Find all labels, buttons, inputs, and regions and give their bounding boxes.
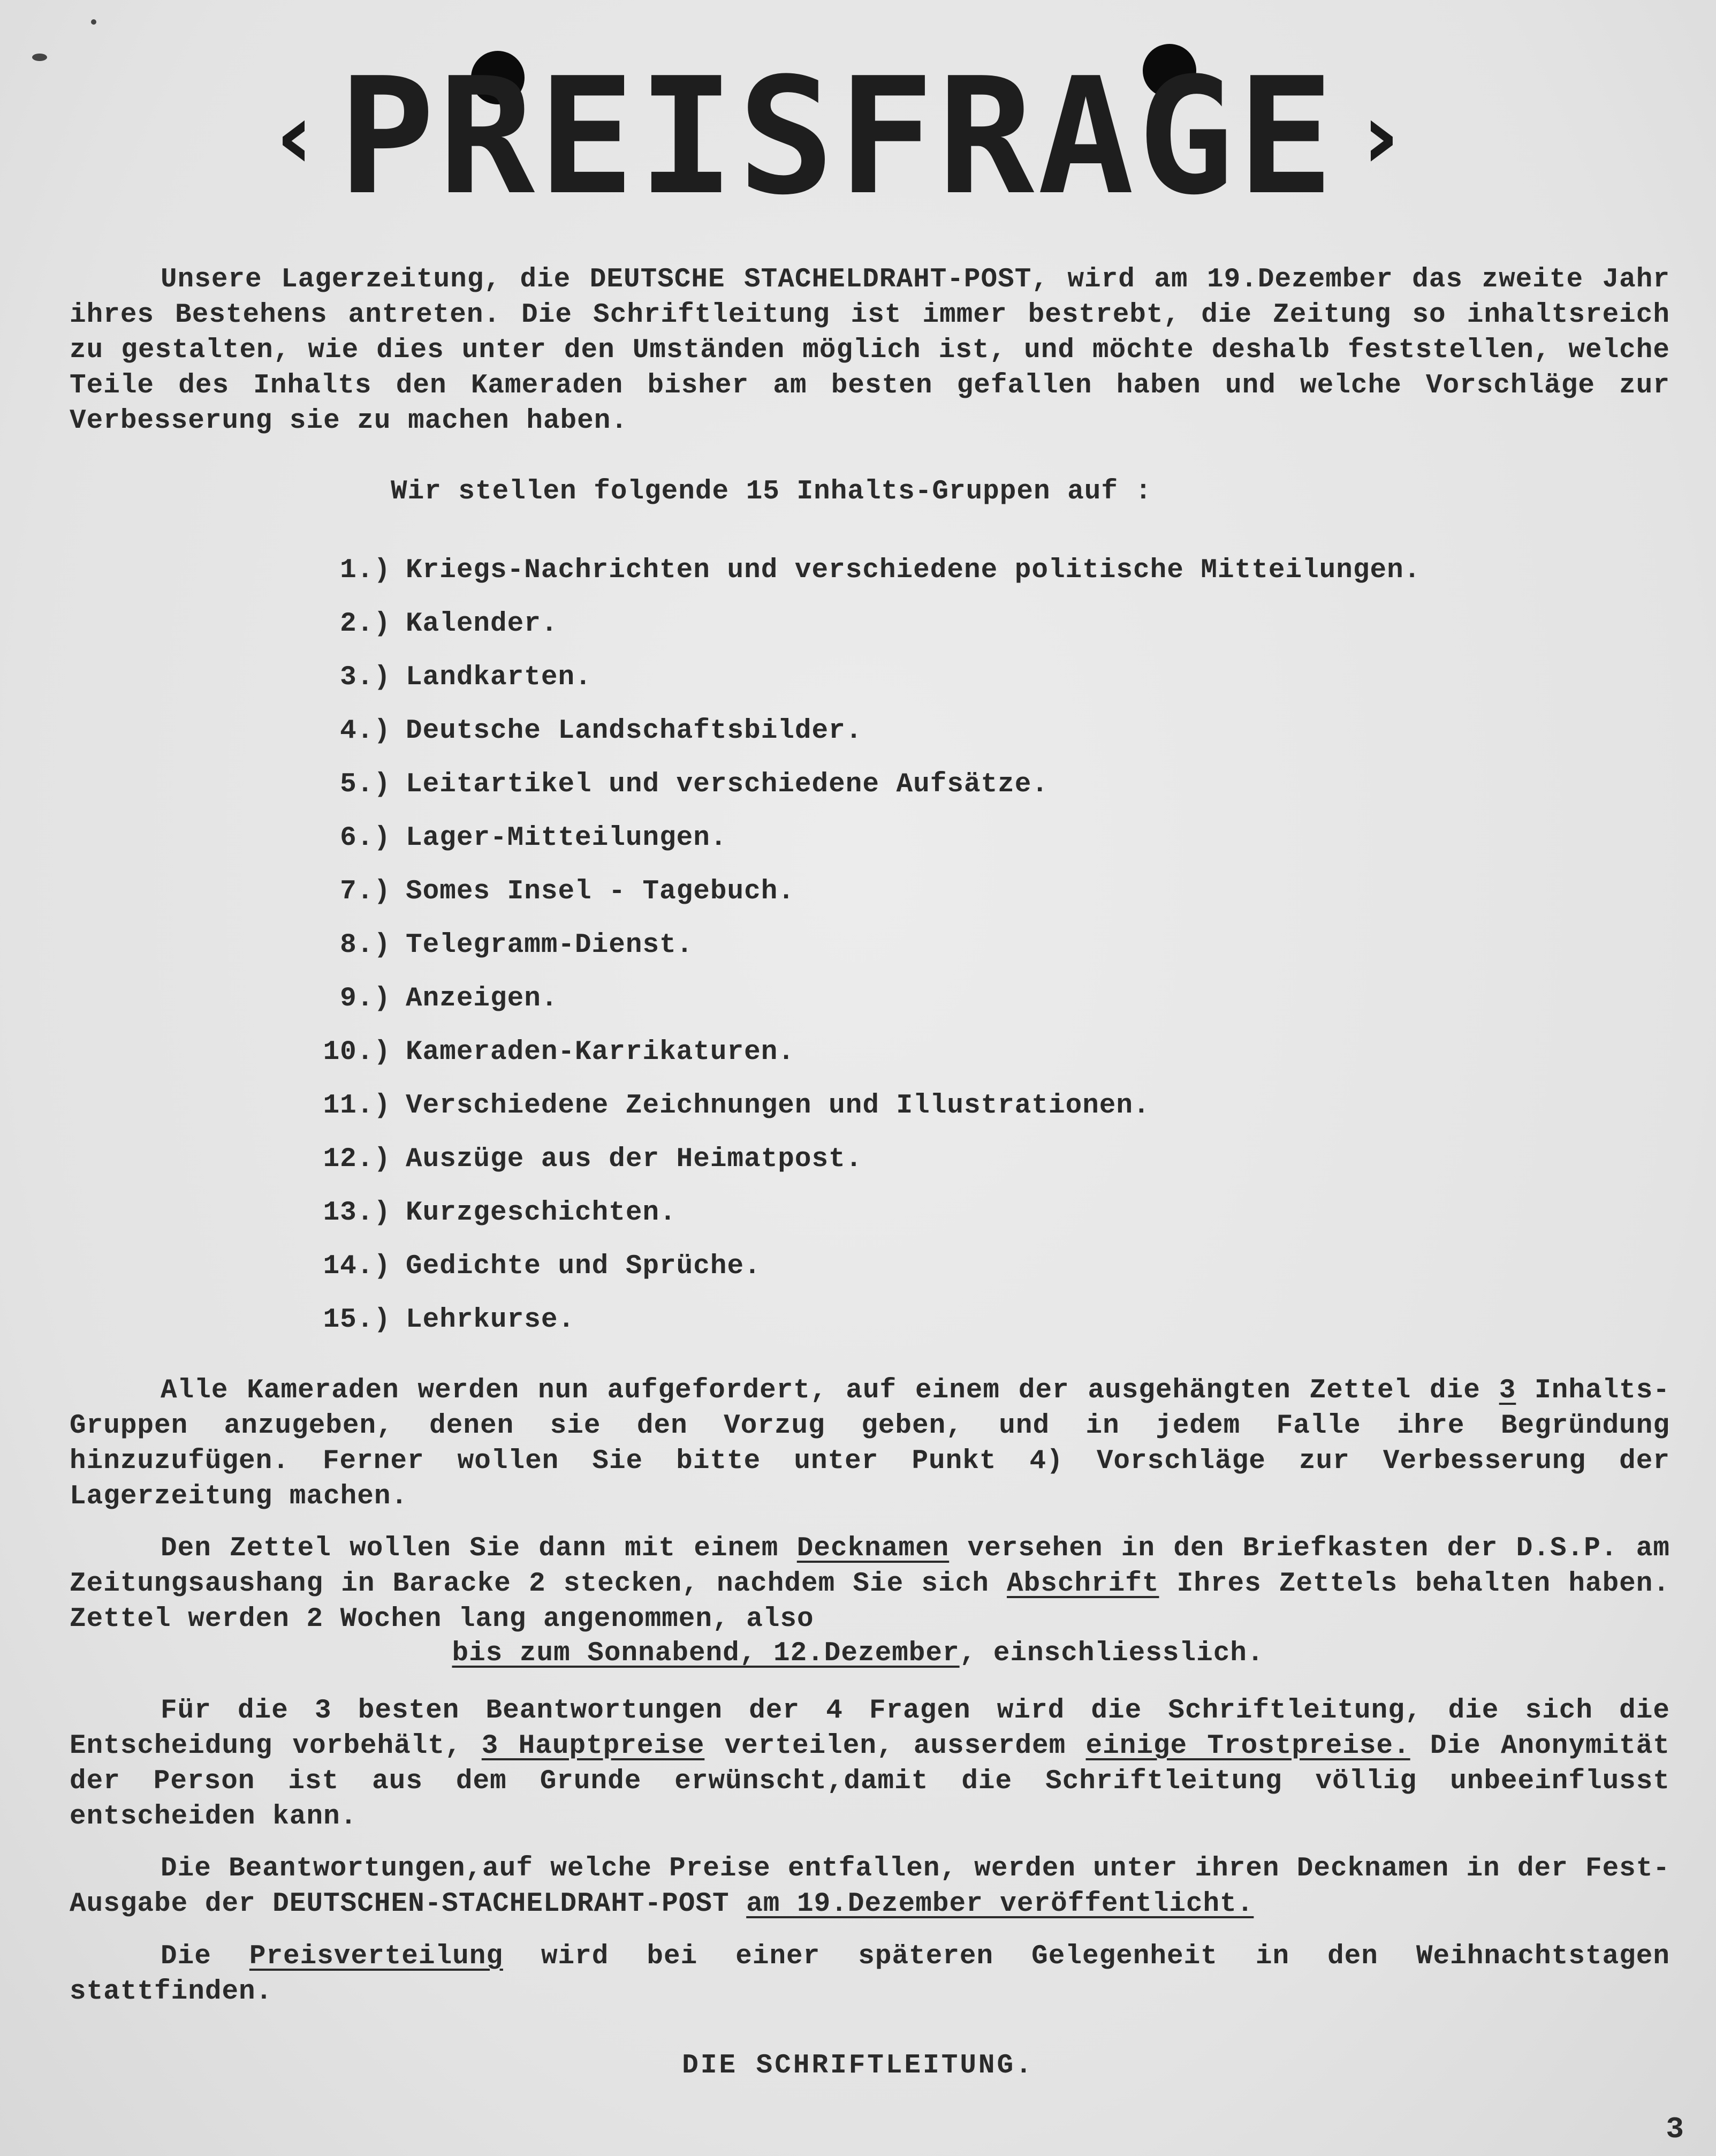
codename-term: Decknamen xyxy=(796,1533,950,1564)
list-item: 7.) Somes Insel - Tagebuch. xyxy=(340,876,795,907)
copy-term: Abschrift xyxy=(1007,1569,1159,1599)
page-title: PREISFRAGE xyxy=(338,43,1338,230)
list-item: 3.) Landkarten. xyxy=(340,662,592,693)
list-item: 10.) Kameraden-Karrikaturen. xyxy=(323,1037,795,1068)
submission-paragraph: Den Zettel wollen Sie dann mit einem Decknamen versehen in den Briefkasten der D.S.P. am Zeitungsaushang in Baracke 2 stecken, nachdem Sie sich Abschrift Ihres Zettels behalten haben. Zettel werden 2 Wochen lang angenommen, also xyxy=(70,1533,1670,1635)
list-item: 4.) Deutsche Landschaftsbilder. xyxy=(340,715,863,746)
prize-distribution-term: Preisverteilung xyxy=(249,1941,503,1972)
title-left-mark: ‹ xyxy=(275,84,314,190)
list-item: 6.) Lager-Mitteilungen. xyxy=(340,822,727,853)
instructions-paragraph: Alle Kameraden werden nun aufgefordert, auf einem der ausgehängten Zettel die 3 Inhalts-Gruppen anzugeben, denen sie den Vorzug geben, und in jedem Falle ihre Begründung hinzuzufügen. Ferner wollen Sie bitte unter Punkt 4) Vorschläge zur Verbesserung der Lagerzeitung machen. xyxy=(70,1375,1670,1512)
group-count: 3 xyxy=(1499,1375,1516,1406)
deadline-date: bis zum Sonnabend, 12.Dezember xyxy=(452,1638,960,1669)
list-intro: Wir stellen folgende 15 Inhalts-Gruppen auf : xyxy=(391,476,1152,507)
list-item: 15.) Lehrkurse. xyxy=(323,1304,575,1335)
distribution-paragraph: Die Preisverteilung wird bei einer späteren Gelegenheit in den Weihnachtstagen stattfinden. xyxy=(70,1941,1670,2007)
main-prizes: 3 Hauptpreise xyxy=(481,1731,705,1761)
ink-speck xyxy=(32,54,47,61)
list-item: 8.) Telegramm-Dienst. xyxy=(340,929,694,960)
title-row xyxy=(257,43,1418,230)
list-item: 1.) Kriegs-Nachrichten und verschiedene politische Mitteilungen. xyxy=(340,555,1421,586)
prizes-paragraph: Für die 3 besten Beantwortungen der 4 Fragen wird die Schriftleitung, die sich die Entscheidung vorbehält, 3 Hauptpreise verteilen, ausserdem einige Trostpreise. Die Anonymität der Person ist aus dem Grunde erwünscht,damit die Schriftleitung völlig unbeeinflusst entscheiden kann. xyxy=(70,1696,1670,1832)
list-item: 12.) Auszüge aus der Heimatpost. xyxy=(323,1144,863,1175)
list-item: 9.) Anzeigen. xyxy=(340,983,558,1014)
list-item: 5.) Leitartikel und verschiedene Aufsätze. xyxy=(340,769,1049,800)
list-item: 13.) Kurzgeschichten. xyxy=(323,1197,677,1228)
intro-paragraph: Unsere Lagerzeitung, die DEUTSCHE STACHELDRAHT-POST, wird am 19.Dezember das zweite Jahr ihres Bestehens antreten. Die Schriftleitung ist immer bestrebt, die Zeitung so inhaltsreich zu gestalten, wie dies unter den Umständen möglich ist, und möchte deshalb feststellen, welche Teile des Inhalts den Kameraden bisher am besten gefallen haben und welche Vorschläge zur Verbesserung sie zu machen haben. xyxy=(70,264,1670,436)
list-item: 2.) Kalender. xyxy=(340,608,558,639)
deadline-line: bis zum Sonnabend, 12.Dezember, einschliesslich. xyxy=(452,1638,1264,1669)
publication-paragraph: Die Beantwortungen,auf welche Preise entfallen, werden unter ihren Decknamen in der Fest-Ausgabe der DEUTSCHEN-STACHELDRAHT-POST am 19.Dezember veröffentlicht. xyxy=(70,1854,1670,1919)
consolation-prizes: einige Trostpreise. xyxy=(1085,1731,1410,1761)
ink-speck xyxy=(91,19,96,25)
title-right-mark: › xyxy=(1362,84,1400,190)
content-group-list xyxy=(300,543,1421,1346)
page-number: 3 xyxy=(1666,2112,1684,2146)
paper-name: DEUTSCHE STACHELDRAHT-POST xyxy=(589,264,1032,295)
list-item: 14.) Gedichte und Sprüche. xyxy=(323,1251,761,1282)
signature: DIE SCHRIFTLEITUNG. xyxy=(682,2051,1034,2081)
list-item: 11.) Verschiedene Zeichnungen und Illustrationen. xyxy=(323,1090,1150,1121)
publication-date: am 19.Dezember veröffentlicht. xyxy=(746,1889,1254,1919)
